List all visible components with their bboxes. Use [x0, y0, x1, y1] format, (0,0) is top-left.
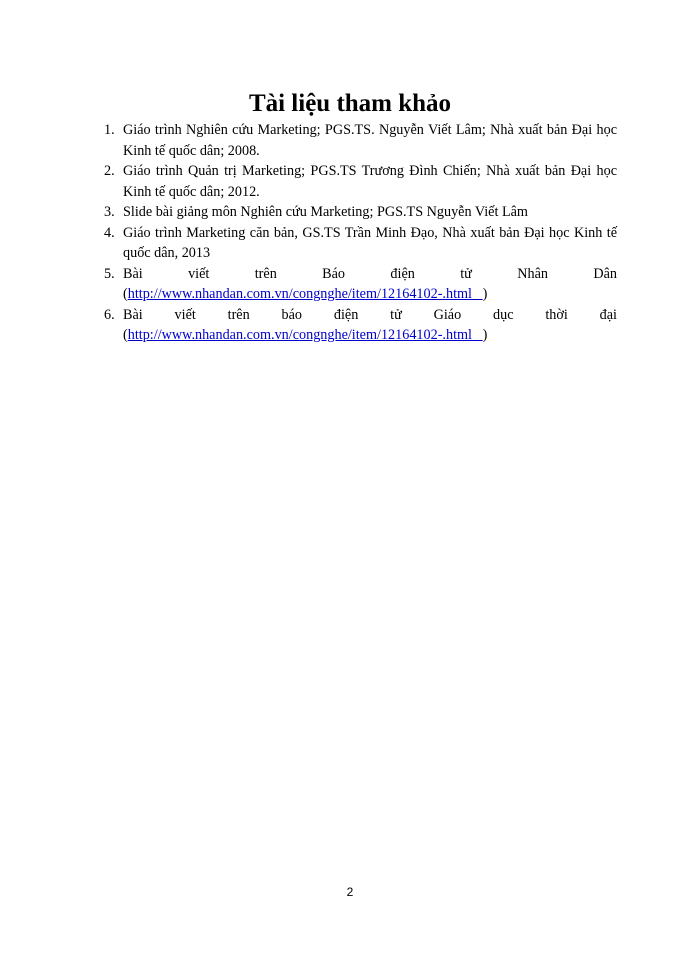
reference-text: Giáo trình Marketing căn bản, GS.TS Trần Minh Đạo, Nhà xuất bản Đại học Kinh tế quốc dân, 2013 — [123, 224, 617, 261]
reference-word: Nhân — [517, 265, 548, 282]
reference-word: trên — [227, 306, 250, 323]
reference-text-line — [123, 264, 617, 285]
reference-word: tử — [460, 265, 472, 282]
link-open-paren: ( — [123, 286, 128, 302]
reference-word: Giáo — [433, 306, 462, 323]
reference-number: 1. — [104, 122, 115, 138]
reference-text: Slide bài giảng môn Nghiên cứu Marketing; PGS.TS Nguyễn Viết Lâm — [123, 204, 528, 220]
reference-word: thời — [545, 306, 568, 323]
reference-word: tử — [390, 306, 402, 323]
reference-word: Bài — [123, 306, 143, 323]
link-close-paren: ) — [482, 327, 488, 343]
reference-number: 5. — [104, 265, 115, 282]
reference-number: 3. — [104, 204, 115, 220]
reference-word: Bài — [123, 265, 143, 282]
reference-word: điện — [333, 306, 359, 323]
reference-item-2 — [95, 161, 617, 202]
reference-word: viết — [174, 306, 196, 323]
reference-word: dục — [493, 306, 514, 323]
reference-word: đại — [599, 306, 617, 323]
reference-link[interactable]: http://www.nhandan.com.vn/congnghe/item/12164102-.html — [127, 286, 472, 302]
reference-word: viết — [188, 265, 210, 282]
reference-word: báo — [281, 306, 303, 323]
link-open-paren: ( — [123, 327, 128, 343]
reference-text: Giáo trình Quản trị Marketing; PGS.TS Trương Đình Chiến; Nhà xuất bản Đại học Kinh tế quốc dân; 2012. — [123, 163, 617, 200]
page-title: Tài liệu tham khảo — [248, 90, 452, 117]
reference-text: Giáo trình Nghiên cứu Marketing; PGS.TS. Nguyễn Viết Lâm; Nhà xuất bản Đại học Kinh tế quốc dân; 2008. — [123, 122, 617, 159]
reference-word: Báo — [322, 265, 346, 282]
reference-item-5 — [95, 264, 617, 305]
page-number: 2 — [346, 885, 354, 899]
reference-item-6 — [95, 305, 617, 346]
reference-number: 2. — [104, 163, 115, 179]
reference-list — [95, 120, 617, 346]
reference-word: Dân — [593, 265, 617, 282]
link-trailing-space — [472, 327, 483, 343]
reference-item-4 — [95, 223, 617, 264]
reference-link-line — [123, 284, 617, 305]
reference-link[interactable]: http://www.nhandan.com.vn/congnghe/item/12164102-.html — [127, 327, 472, 343]
reference-link-line — [123, 325, 617, 346]
reference-word: điện — [390, 265, 415, 282]
reference-item-3 — [95, 202, 617, 223]
link-trailing-space — [472, 286, 483, 302]
reference-number: 4. — [104, 224, 115, 241]
link-close-paren: ) — [482, 286, 488, 302]
reference-word: trên — [254, 265, 277, 282]
reference-item-1 — [95, 120, 617, 161]
reference-text-line — [123, 305, 617, 326]
reference-number: 6. — [104, 306, 115, 323]
